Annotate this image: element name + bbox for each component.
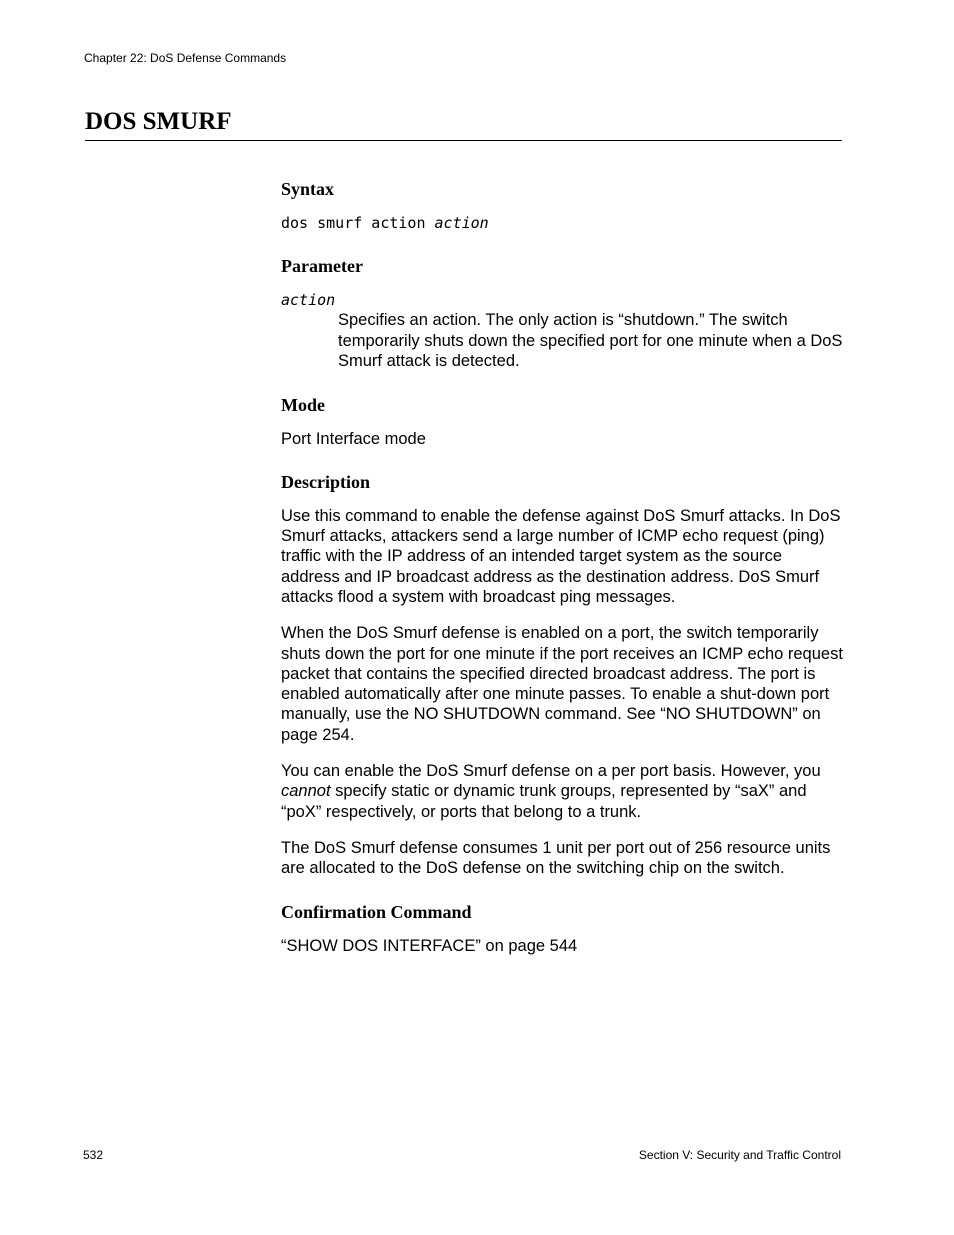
page-title: DOS SMURF [85, 108, 232, 135]
footer-section: Section V: Security and Traffic Control [638, 1148, 841, 1162]
syntax-argument: action [434, 214, 489, 232]
mode-text: Port Interface mode [281, 429, 426, 448]
mode-heading: Mode [281, 394, 325, 415]
page-number: 532 [83, 1148, 104, 1162]
syntax-command: dos smurf action [281, 214, 435, 232]
paragraph-3-lead: You can enable the DoS Smurf defense on a per port basis. However, you [281, 762, 821, 781]
description-paragraph-3 [281, 761, 843, 822]
description-paragraph-4: The DoS Smurf defense consumes 1 unit per port out of 256 resource units are allocated to the DoS defense on the switching chip on the switch. [281, 838, 831, 878]
title-rule [85, 140, 842, 141]
description-heading: Description [281, 471, 370, 492]
paragraph-3-emphasis: cannot [281, 782, 331, 801]
running-header: Chapter 22: DoS Defense Commands [84, 51, 287, 65]
paragraph-3-rest: specify static or dynamic trunk groups, represented by “saX” and “poX” respectively, or ports that belong to a trunk. [281, 782, 807, 821]
parameter-description: Specifies an action. The only action is “shutdown.” The switch temporarily shuts down the specified port for one minute when a DoS Smurf attack is detected. [338, 311, 843, 370]
description-paragraph-1: Use this command to enable the defense against DoS Smurf attacks. In DoS Smurf attacks, attackers send a large number of ICMP echo request (ping) traffic with the IP address of an intended target system as the source address and IP broadcast address as the destination address. DoS Smurf attacks flood a system with broadcast ping messages. [281, 506, 841, 606]
parameter-name: action [281, 291, 336, 309]
confirmation-heading: Confirmation Command [281, 901, 472, 922]
description-paragraph-2: When the DoS Smurf defense is enabled on a port, the switch temporarily shuts down the port for one minute if the port receives an ICMP echo request packet that contains the specified directed broadcast address. The port is enabled automatically after one minute passes. To enable a shut-down port manually, use the NO SHUTDOWN command. See “NO SHUTDOWN” on page 254. [281, 624, 843, 744]
syntax-heading: Syntax [281, 179, 335, 199]
body-column [281, 177, 843, 972]
confirmation-command-reference: “SHOW DOS INTERFACE” on page 544 [281, 936, 578, 955]
syntax-line [281, 213, 843, 233]
parameter-heading: Parameter [281, 256, 363, 276]
